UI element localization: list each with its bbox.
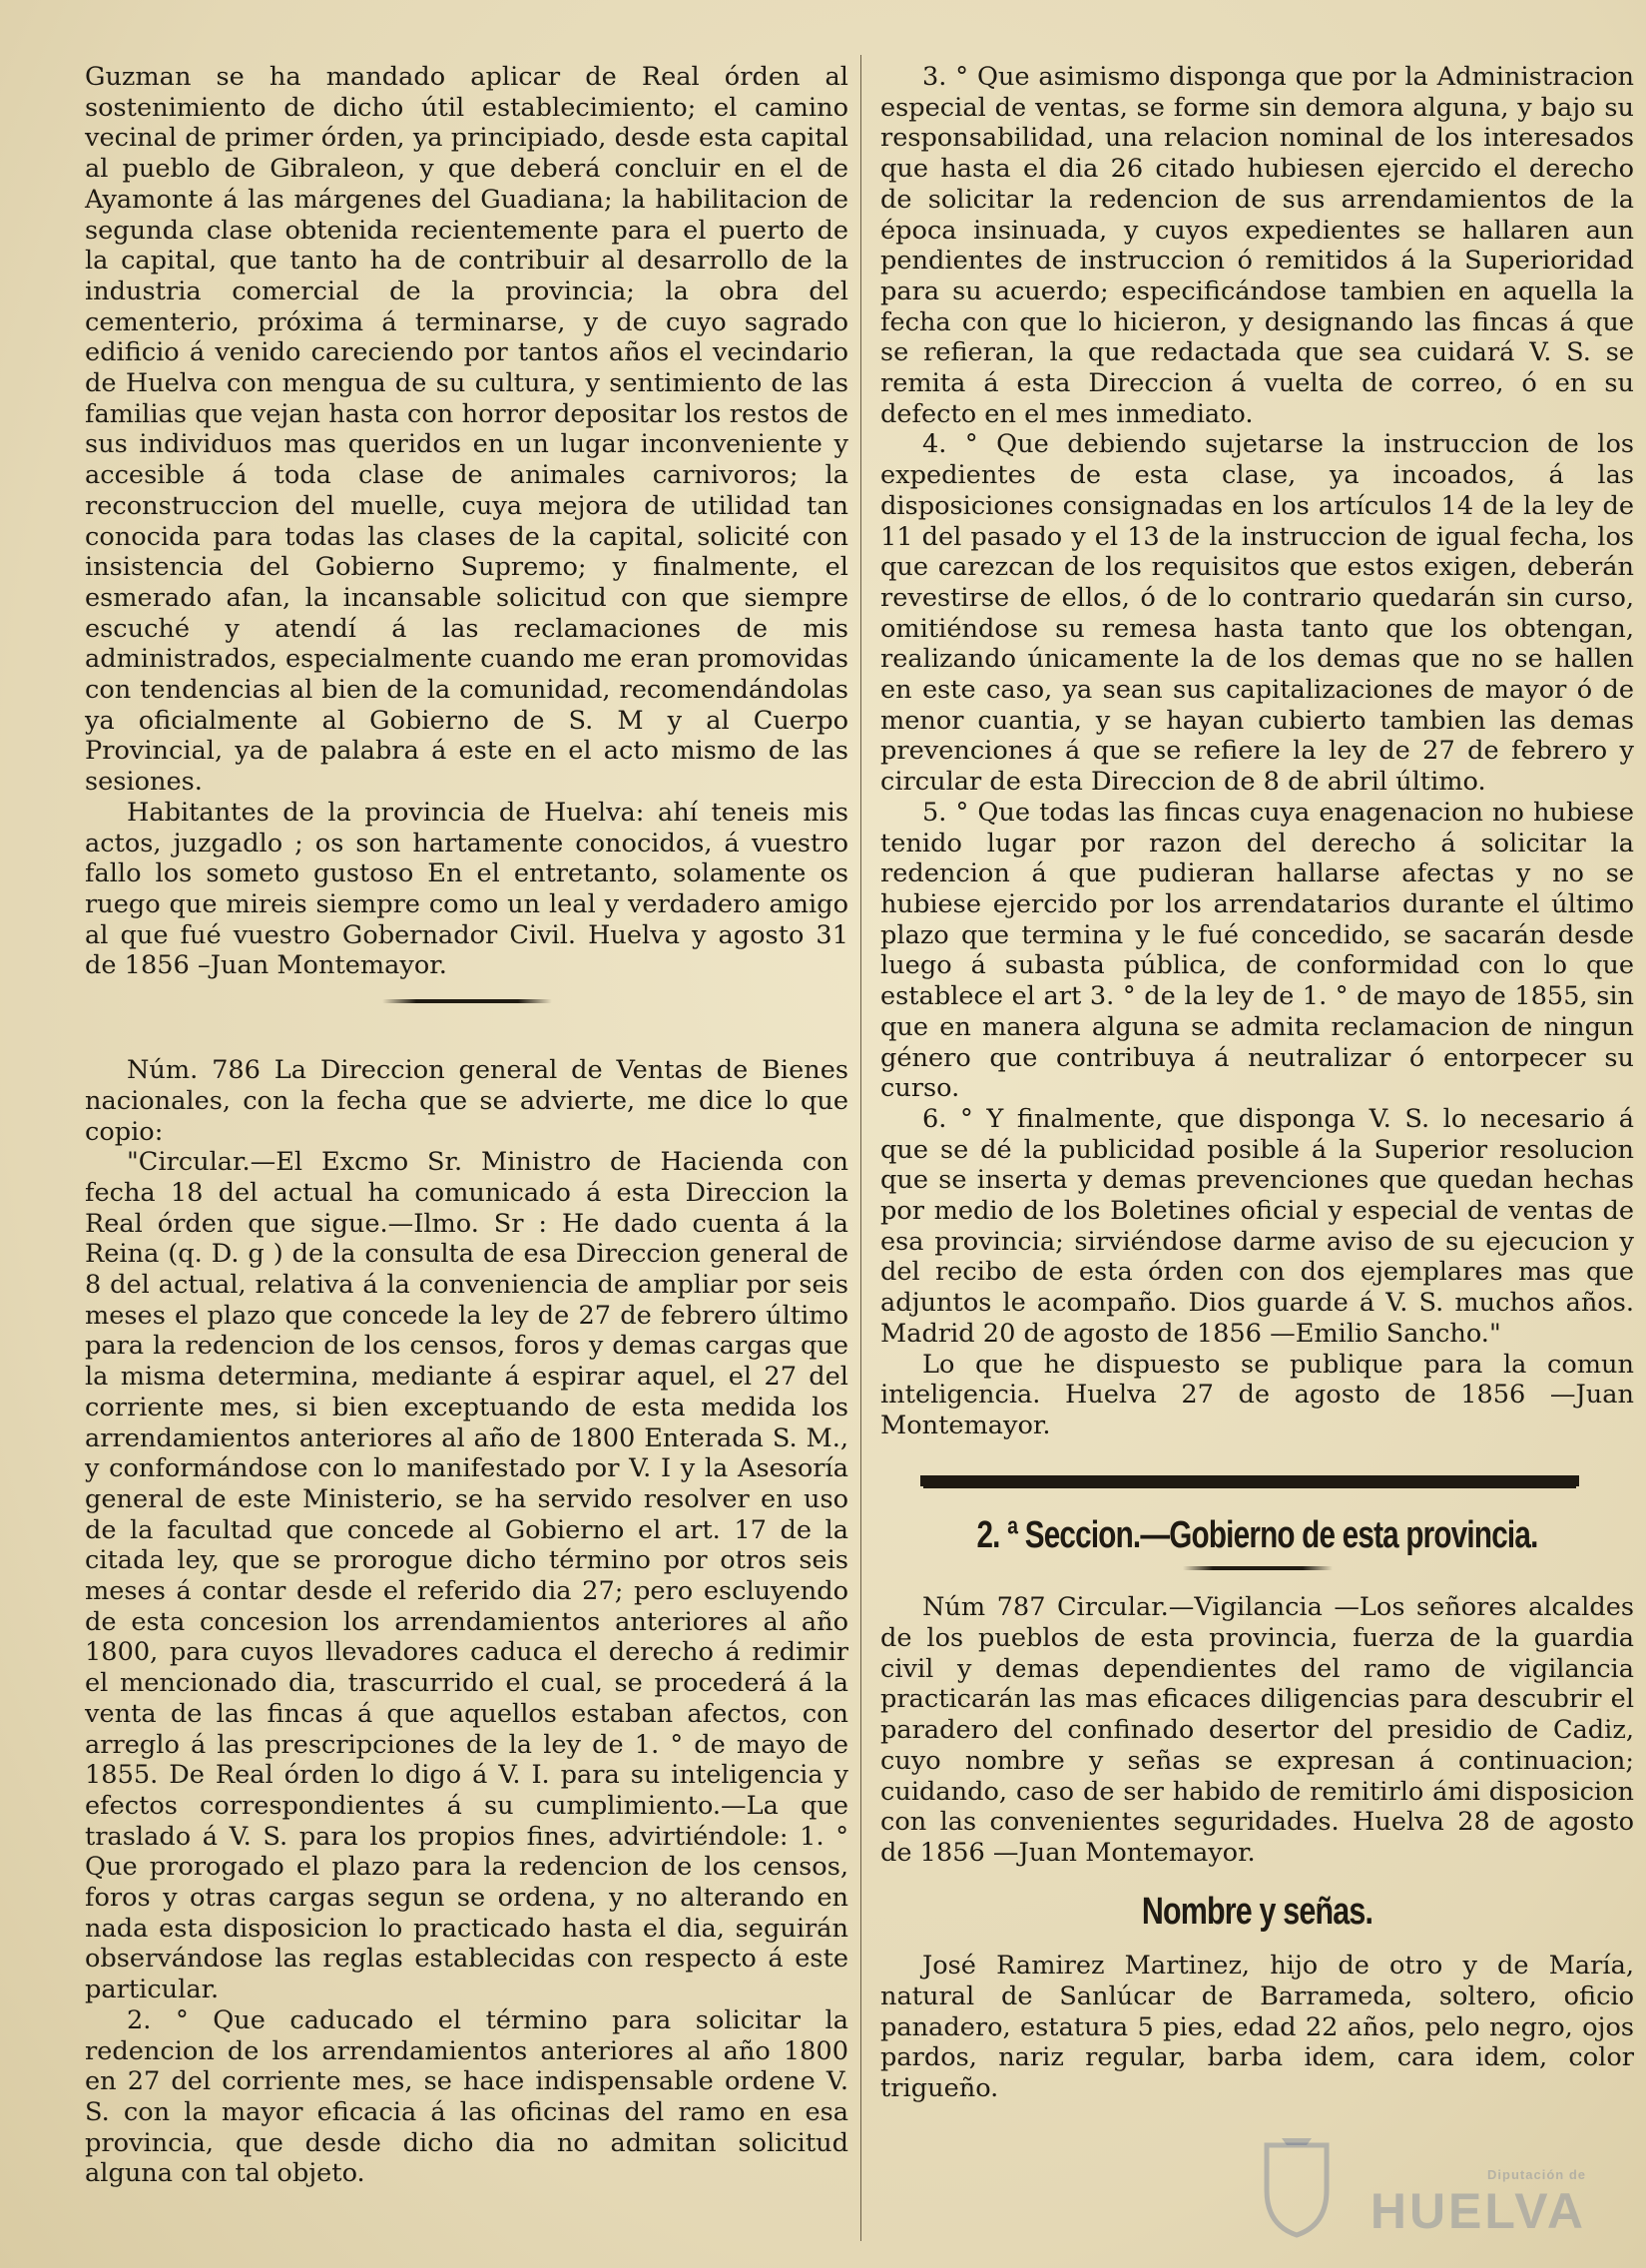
paragraph-accomplishments: Guzman se ha mandado aplicar de Real órden al sostenimiento de dicho útil establecimiento; el camino vecinal de primer órden, ya principiado, desde esta capital al pueblo de Gibraleon, y que deberá concluir en el de Ayamonte á las márgenes del Guadiana; la habilitacion de segunda clase obtenida recientemente para el puerto de la capital, que tanto ha de contribuir al desarrollo de la industria comercial de la provincia; la obra del cementerio, próxima á terminarse, y de cuyo sagrado edificio á venido careciendo por tantos años el vecindario de Huelva con mengua de su cultura, y sentimiento de las familias que vejan hasta con horror depositar los restos de sus individuos mas queridos en un lugar inconveniente y accesible á toda clase de animales carnivoros; la reconstruccion del muelle, cuya mejora de utilidad tan conocida para todas las clases de la capital, solicité con insistencia del Gobierno Supremo; y finalmente, el esmerado afan, la incansable solicitud con que siempre escuché y atendí á las reclamaciones de mis administrados, especialmente cuando me eran promovidas con tendencias al bien de la comunidad, recomendándolas ya oficialmente al Gobierno de S. M y al Cuerpo Provincial, ya de palabra á este en el acto mismo de las sesiones. bbox=[85, 62, 848, 798]
subsection-title: Nombre y señas. bbox=[1141, 1890, 1373, 1933]
ornament-divider bbox=[85, 981, 848, 1021]
shield-icon bbox=[1257, 2130, 1337, 2240]
section-rule bbox=[920, 1475, 1579, 1486]
circular-body: "Circular.—El Excmo Sr. Ministro de Hacienda con fecha 18 del actual ha comunicado á esta Direccion la Real órden que sigue.—Ilmo. Sr : He dado cuenta á la Reina (q. D. g ) de la consulta de esa Direccion general de 8 del actual, relativa á la conveniencia de ampliar por seis meses el plazo que concede la ley de 27 de febrero último para la redencion de los censos, foros y demas cargas que la misma determina, mediante á espirar aquel, el 27 del corriente mes, si bien exceptuando de esta medida los arrendamientos anteriores al año de 1800 Enterada S. M., y conformándose con lo manifestado por V. I y la Asesoría general de este Ministerio, se ha servido resolver en uso de la facultad que concede al Gobierno el art. 17 de la citada ley, que se prorogue dicho término por otros seis meses á contar desde el referido dia 27; pero escluyendo de esta concesion los arrendamientos anteriores al año 1800, para cuyos llevadores caduca el derecho á redimir el mencionado dia, trascurrido el cual, se procederá á la venta de las fincas á que aquellos estaban afectos, con arreglo á las prescripciones de la ley de 1. ° de mayo de 1855. De Real órden lo digo á V. I. para su inteligencia y efectos correspondientes á su cumplimiento.—La que traslado á V. S. para los propios fines, advirtiéndole: 1. ° Que prorogado el plazo para la redencion de los censos, foros y otras cargas segun se ordena, y no alterando en nada esta disposicion lo practicado hasta el dia, seguirán observándose las reglas establecidas con respecto á este particular. bbox=[85, 1147, 848, 2005]
paragraph-farewell: Habitantes de la provincia de Huelva: ahí teneis mis actos, juzgadlo ; os son hartamente conocidos, á vuestro fallo los someto gustoso En el entretanto, solamente os ruego que mireis siempre como un leal y verdadero amigo al que fué vuestro Gobernador Civil. Huelva y agosto 31 de 1856 –Juan Montemayor. bbox=[85, 797, 848, 981]
circular-item-5: 5. ° Que todas las fincas cuya enagenacion no hubiese tenido lugar por razon del derecho á solicitar la redencion á que pudieran hallarse afectas y no se hubiese ejercido por los arrendatarios durante el último plazo que termina y le fué concedido, se sacarán desde luego á subasta pública, de conformidad con lo que establece el art 3. ° de la ley de 1. ° de mayo de 1855, sin que en manera alguna se admita reclamacion de ningun género que contribuya á neutralizar ó entorpecer su curso. bbox=[880, 797, 1634, 1104]
left-column bbox=[85, 62, 848, 2189]
notice-787: Núm 787 Circular.—Vigilancia —Los señores alcaldes de los pueblos de esta provincia, fuerza de la guardia civil y demas dependientes del ramo de vigilancia practicarán las mas eficaces diligencias para descubrir el paradero del confinado desertor del presidio de Cadiz, cuyo nombre y señas se expresan á continuacion; cuidando, caso de ser habido de remitirlo ámi disposicion con las convenientes seguridades. Huelva 28 de agosto de 1856 —Juan Montemayor. bbox=[880, 1592, 1634, 1868]
circular-item-2: 2. ° Que caducado el término para solicitar la redencion de los arrendamientos anteriores al año 1800 en 27 del corriente mes, se hace indispensable ordene V. S. con la mayor eficacia á las oficinas del ramo en esa provincia, que desde dicho dia no admitan solicitud alguna con tal objeto. bbox=[85, 2004, 848, 2189]
column-rule bbox=[860, 55, 861, 2241]
ornament-divider-2 bbox=[880, 1566, 1634, 1570]
publication-note: Lo que he dispuesto se publique para la comun inteligencia. Huelva 27 de agosto de 1856 —Juan Montemayor. bbox=[880, 1349, 1634, 1440]
section-title: 2. ª Seccion.—Gobierno de esta provincia. bbox=[976, 1513, 1538, 1556]
circular-item-6: 6. ° Y finalmente, que disponga V. S. lo necesario á que se dé la publicidad posible á la Superior resolucion que se inserta y demas prevenciones que quedan hechas por medio de los Boletines oficial y especial de ventas de esa provincia; sirviéndose darme aviso de su ejecucion y del recibo de esta órden con dos ejemplares mas que adjuntos le acompaño. Dios guarde á V. S. muchos años. Madrid 20 de agosto de 1856 —Emilio Sancho." bbox=[880, 1103, 1634, 1349]
notice-786 bbox=[85, 1055, 848, 2189]
circular-item-4: 4. ° Que debiendo sujetarse la instruccion de los expedientes de esta clase, ya incoados, á las disposiciones consignadas en los artículos 14 de la ley de 11 del pasado y el 13 de la instruccion de igual fecha, los que carezcan de los requisitos que estos exigen, deberán revestirse de ellos, ó de lo contrario quedarán sin curso, omitiéndose su remesa hasta tanto que los obtengan, realizando únicamente la de los demas que no se hallen en este caso, ya sean sus capitalizaciones de mayor ó de menor cuantia, y se hayan cubierto tambien las demas prevenciones á que se refiere la ley de 27 de febrero y circular de esta Direccion de 8 de abril último. bbox=[880, 429, 1634, 798]
description-paragraph: José Ramirez Martinez, hijo de otro y de María, natural de Sanlúcar de Barrameda, soltero, oficio panadero, estatura 5 pies, edad 22 años, pelo negro, ojos pardos, nariz regular, barba idem, cara idem, color trigueño. bbox=[880, 1951, 1634, 2104]
right-column bbox=[880, 62, 1634, 2104]
archive-watermark bbox=[1257, 2090, 1586, 2240]
notice-786-intro: Núm. 786 La Direccion general de Ventas de Bienes nacionales, con la fecha que se advierte, me dice lo que copio: bbox=[85, 1055, 848, 1147]
watermark-line1: Diputación de bbox=[1487, 2167, 1586, 2182]
watermark-line2: HUELVA bbox=[1370, 2183, 1586, 2239]
circular-item-3: 3. ° Que asimismo disponga que por la Administracion especial de ventas, se forme sin demora alguna, y bajo su responsabilidad, una relacion nominal de los interesados que hasta el dia 26 citado hubiesen ejercido el derecho de solicitar la redencion de sus arrendamientos de la época insinuada, y cuyos expedientes se hallaren aun pendientes de instruccion ó remitidos á la Superioridad para su acuerdo; especificándose tambien en aquella la fecha con que lo hicieron, y designando las fincas á que se refieran, la que redactada que sea cuidará V. S. se remita á esta Direccion á vuelta de correo, ó en su defecto en el mes inmediato. bbox=[880, 62, 1634, 429]
